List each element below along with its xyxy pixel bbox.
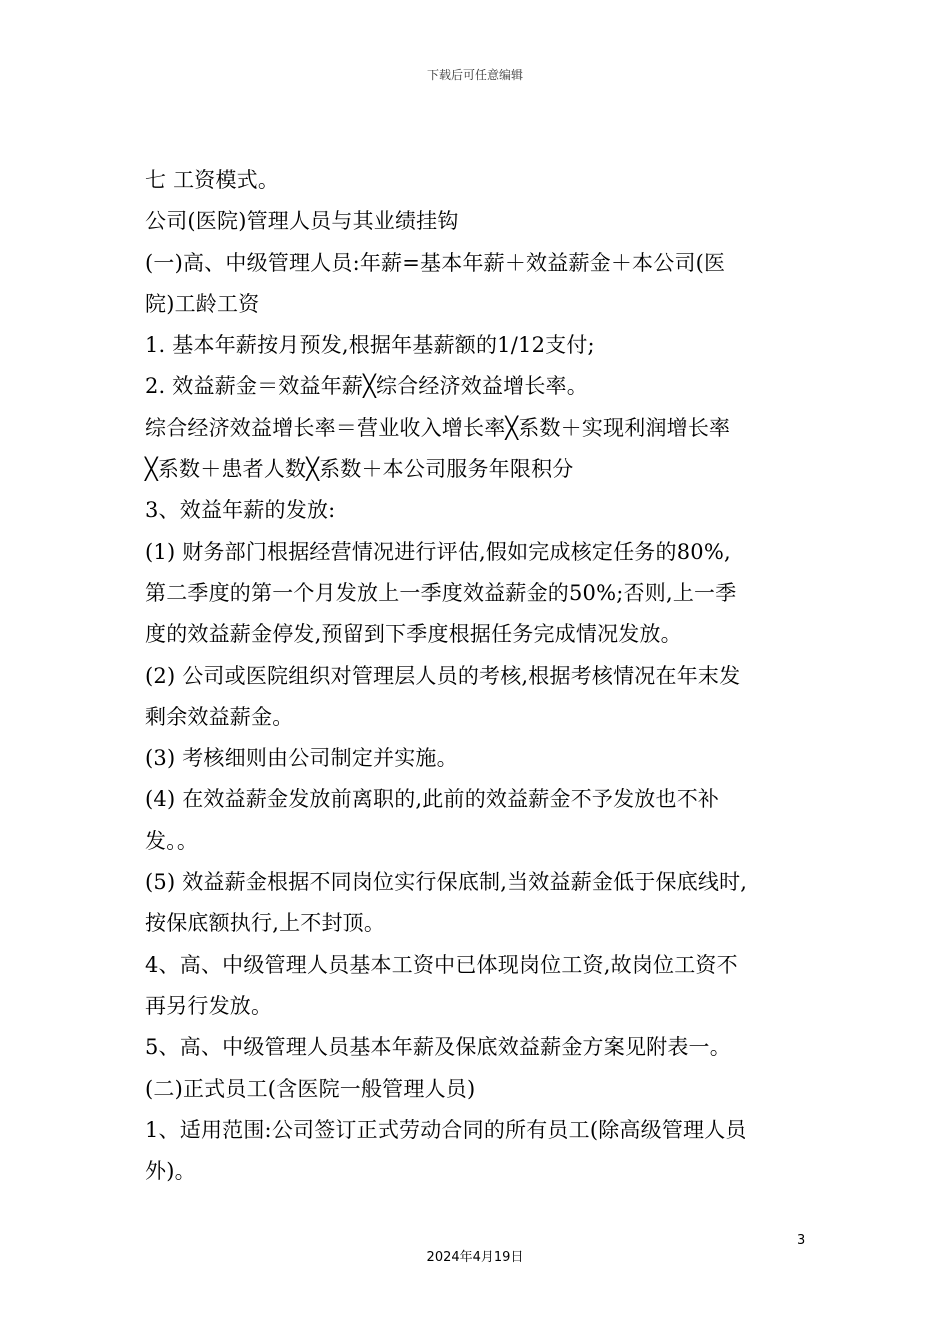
paragraph-line: 度的效益薪金停发,预留到下季度根据任务完成情况发放。 xyxy=(145,622,682,647)
document-body xyxy=(145,160,815,1192)
list-item: 5、高、中级管理人员基本年薪及保底效益薪金方案见附表一。 xyxy=(145,1035,731,1060)
paragraph-line: 剩余效益薪金。 xyxy=(145,704,294,729)
paragraph-line: 院)工龄工资 xyxy=(145,291,260,316)
list-item: 3、效益年薪的发放: xyxy=(145,498,336,523)
list-item: 1、适用范围:公司签订正式劳动合同的所有员工(除高级管理人员 xyxy=(145,1117,747,1142)
list-item: 2. 效益薪金＝效益年薪╳综合经济效益增长率。 xyxy=(145,374,588,399)
list-item: (3) 考核细则由公司制定并实施。 xyxy=(145,746,458,771)
paragraph-line: 再另行发放。 xyxy=(145,993,273,1018)
list-item: 4、高、中级管理人员基本工资中已体现岗位工资,故岗位工资不 xyxy=(145,952,738,977)
list-item: (4) 在效益薪金发放前离职的,此前的效益薪金不予发放也不补 xyxy=(145,787,720,812)
paragraph-line: 公司(医院)管理人员与其业绩挂钩 xyxy=(145,209,459,234)
paragraph-line: 发。。 xyxy=(145,828,199,853)
paragraph-line: ╳系数＋患者人数╳系数＋本公司服务年限积分 xyxy=(145,457,574,482)
list-item: (5) 效益薪金根据不同岗位实行保底制,当效益薪金低于保底线时, xyxy=(145,870,748,895)
paragraph-line: 按保底额执行,上不封顶。 xyxy=(145,911,386,936)
paragraph-line: 外)。 xyxy=(145,1159,196,1184)
paragraph-line: 第二季度的第一个月发放上一季度效益薪金的50%;否则,上一季 xyxy=(145,580,737,605)
paragraph-line: 综合经济效益增长率＝营业收入增长率╳系数＋实现利润增长率 xyxy=(145,415,731,440)
subsection-heading: (一)高、中级管理人员:年薪=基本年薪＋效益薪金＋本公司(医 xyxy=(145,250,726,275)
list-item: 1. 基本年薪按月预发,根据年基薪额的1/12支付; xyxy=(145,333,595,358)
header-note: 下载后可任意编辑 xyxy=(426,68,523,82)
subsection-heading: (二)正式员工(含医院一般管理人员) xyxy=(145,1076,476,1101)
list-item: (2) 公司或医院组织对管理层人员的考核,根据考核情况在年末发 xyxy=(145,663,741,688)
page-number: 3 xyxy=(797,1233,806,1248)
list-item: (1) 财务部门根据经营情况进行评估,假如完成核定任务的80%, xyxy=(145,539,731,564)
section-heading: 七 工资模式。 xyxy=(145,168,280,192)
footer-date: 2024年4月19日 xyxy=(426,1250,524,1265)
